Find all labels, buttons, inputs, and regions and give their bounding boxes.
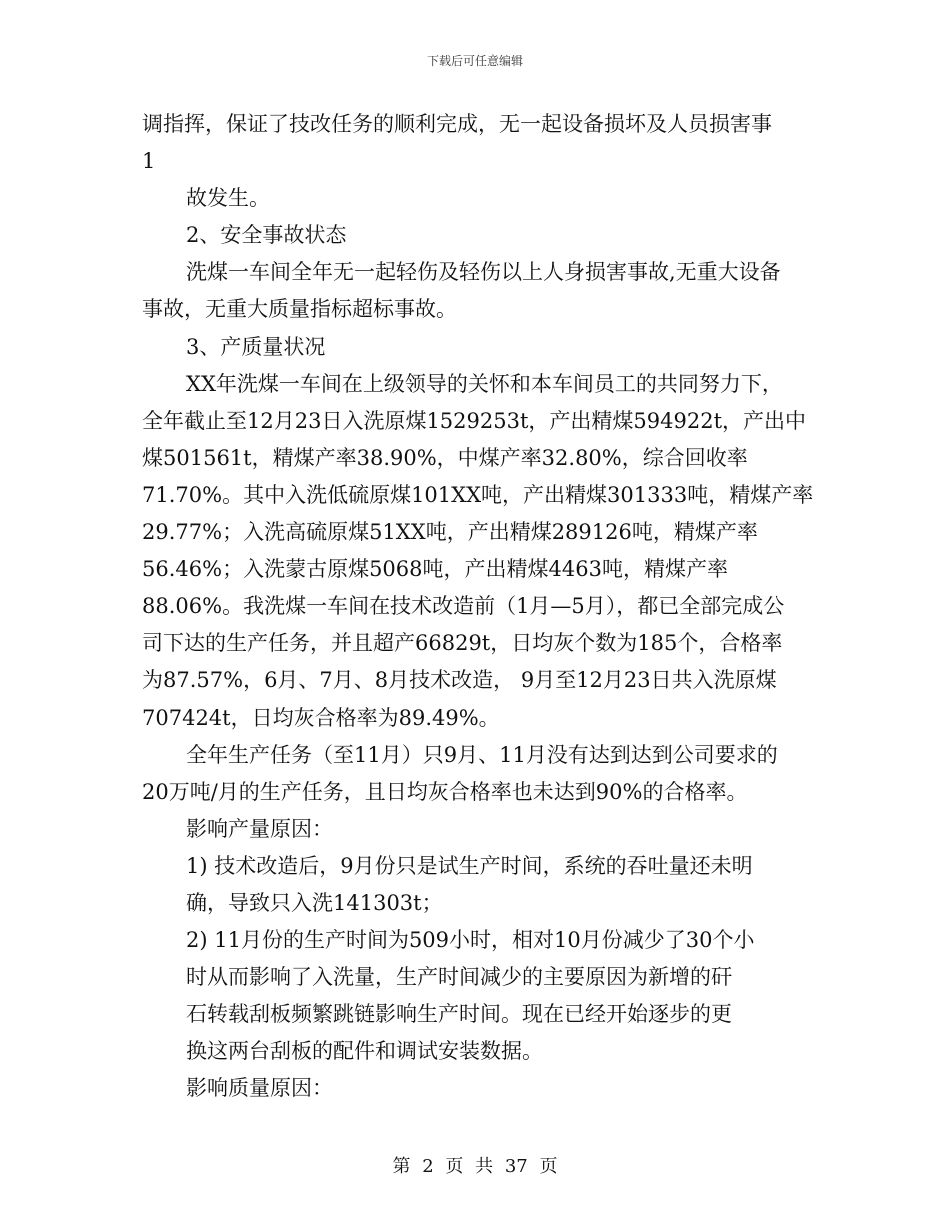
text-line: 29.77%；入洗高硫原煤51XX吨，产出精煤289126吨，精煤产率 — [142, 520, 758, 545]
text-line: 影响产量原因： — [186, 816, 333, 841]
text-line: 全年截止至12月23日入洗原煤1529253t，产出精煤594922t，产出中 — [142, 408, 807, 433]
text-line: 事故，无重大质量指标超标事故。 — [142, 297, 457, 322]
text-line: 洗煤一车间全年无一起轻伤及轻伤以上人身损害事故,无重大设备 — [186, 260, 781, 285]
text-line: 1 — [142, 149, 156, 174]
text-line: 调指挥，保证了技改任务的顺利完成，无一起设备损坏及人员损害事 — [142, 112, 772, 136]
text-line: 707424t，日均灰合格率为89.49%。 — [142, 705, 500, 730]
text-line: 2) 11月份的生产时间为509小时，相对10月份减少了30个小 — [186, 928, 755, 953]
text-line: 88.06%。我洗煤一车间在技术改造前（1月—5月），都已全部完成公 — [142, 594, 785, 619]
text-line: 全年生产任务（至11月）只9月、11月没有达到达到公司要求的 — [186, 742, 778, 767]
text-line: 石转载刮板频繁跳链影响生产时间。现在已经开始逐步的更 — [186, 1002, 732, 1027]
text-line: 1) 技术改造后，9月份只是试生产时间，系统的吞吐量还未明 — [186, 853, 753, 878]
text-line: 煤501561t，精煤产率38.90%，中煤产率32.80%，综合回收率 — [142, 445, 748, 470]
text-line: 56.46%；入洗蒙古原煤5068吨，产出精煤4463吨，精煤产率 — [142, 557, 728, 582]
text-line: 确，导致只入洗141303t； — [186, 890, 443, 915]
page-footer: 第 2 页 共 37 页 — [392, 1156, 558, 1177]
text-line: 2、安全事故状态 — [186, 223, 347, 248]
page-header: 下载后可任意编辑 — [426, 54, 523, 68]
text-line: 换这两台刮板的配件和调试安装数据。 — [186, 1039, 543, 1064]
text-line: XX年洗煤一车间在上级领导的关怀和本车间员工的共同努力下， — [186, 371, 783, 396]
text-line: 故发生。 — [186, 186, 270, 211]
text-line: 71.70%。其中入洗低硫原煤101XX吨，产出精煤301333吨，精煤产率 — [142, 482, 814, 507]
text-line: 影响质量原因： — [186, 1076, 333, 1101]
text-line: 司下达的生产任务，并且超产66829t，日均灰个数为185个，合格率 — [142, 631, 783, 656]
text-line: 20万吨/月的生产任务，且日均灰合格率也未达到90%的合格率。 — [142, 779, 748, 804]
text-line: 时从而影响了入洗量，生产时间减少的主要原因为新增的矸 — [186, 965, 732, 990]
document-body — [142, 106, 822, 1108]
text-line: 为87.57%，6月、7月、8月技术改造， 9月至12月23日共入洗原煤 — [142, 668, 777, 693]
text-line: 3、产质量状况 — [186, 334, 326, 359]
